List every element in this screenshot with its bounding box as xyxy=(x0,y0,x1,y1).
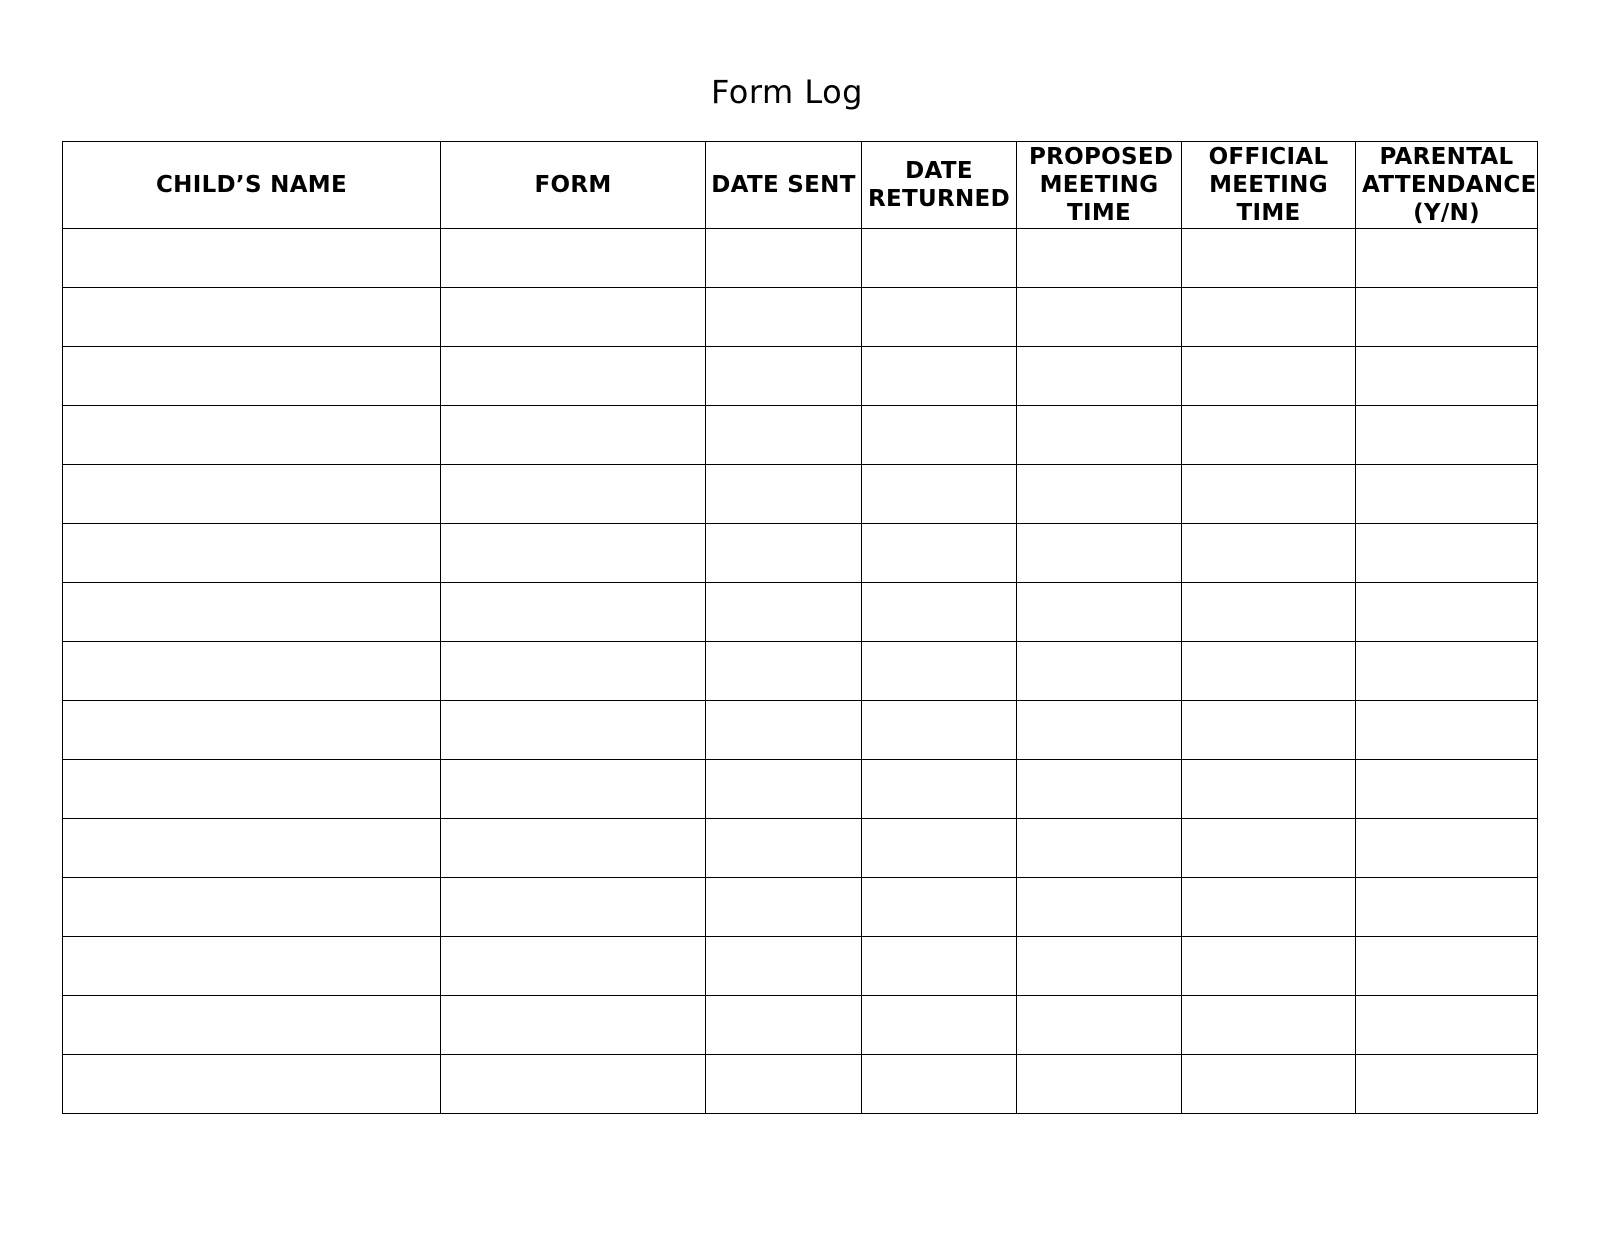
cell-parental-attendance[interactable] xyxy=(1356,347,1538,406)
cell-official-meeting-time[interactable] xyxy=(1182,347,1356,406)
cell-date-sent[interactable] xyxy=(706,937,862,996)
cell-childs-name[interactable] xyxy=(63,1055,441,1114)
header-childs-name: CHILD’S NAME xyxy=(63,142,441,229)
cell-proposed-meeting-time[interactable] xyxy=(1017,229,1182,288)
table-row xyxy=(63,819,1538,878)
cell-date-sent[interactable] xyxy=(706,406,862,465)
table-row xyxy=(63,937,1538,996)
table-row xyxy=(63,524,1538,583)
cell-official-meeting-time[interactable] xyxy=(1182,1055,1356,1114)
table-row xyxy=(63,642,1538,701)
cell-proposed-meeting-time[interactable] xyxy=(1017,288,1182,347)
cell-childs-name[interactable] xyxy=(63,642,441,701)
cell-parental-attendance[interactable] xyxy=(1356,996,1538,1055)
form-log-table xyxy=(62,141,1538,1114)
cell-date-returned[interactable] xyxy=(862,996,1017,1055)
cell-form[interactable] xyxy=(441,819,706,878)
cell-date-returned[interactable] xyxy=(862,406,1017,465)
table-row xyxy=(63,347,1538,406)
table-row xyxy=(63,406,1538,465)
cell-date-sent[interactable] xyxy=(706,465,862,524)
cell-proposed-meeting-time[interactable] xyxy=(1017,406,1182,465)
table-row xyxy=(63,878,1538,937)
cell-official-meeting-time[interactable] xyxy=(1182,937,1356,996)
cell-form[interactable] xyxy=(441,701,706,760)
cell-childs-name[interactable] xyxy=(63,996,441,1055)
cell-date-sent[interactable] xyxy=(706,819,862,878)
cell-official-meeting-time[interactable] xyxy=(1182,760,1356,819)
header-date-returned: DATE RETURNED xyxy=(862,142,1017,229)
table-body xyxy=(63,229,1538,1114)
table-row xyxy=(63,701,1538,760)
cell-form[interactable] xyxy=(441,288,706,347)
cell-form[interactable] xyxy=(441,524,706,583)
cell-form[interactable] xyxy=(441,642,706,701)
cell-childs-name[interactable] xyxy=(63,878,441,937)
cell-childs-name[interactable] xyxy=(63,583,441,642)
cell-date-sent[interactable] xyxy=(706,583,862,642)
cell-childs-name[interactable] xyxy=(63,465,441,524)
table-row xyxy=(63,288,1538,347)
table-row xyxy=(63,583,1538,642)
cell-form[interactable] xyxy=(441,1055,706,1114)
cell-proposed-meeting-time[interactable] xyxy=(1017,465,1182,524)
cell-parental-attendance[interactable] xyxy=(1356,288,1538,347)
cell-parental-attendance[interactable] xyxy=(1356,819,1538,878)
cell-date-returned[interactable] xyxy=(862,524,1017,583)
cell-official-meeting-time[interactable] xyxy=(1182,583,1356,642)
cell-official-meeting-time[interactable] xyxy=(1182,819,1356,878)
cell-parental-attendance[interactable] xyxy=(1356,524,1538,583)
cell-parental-attendance[interactable] xyxy=(1356,878,1538,937)
cell-form[interactable] xyxy=(441,229,706,288)
cell-date-returned[interactable] xyxy=(862,288,1017,347)
header-row xyxy=(63,142,1538,229)
cell-form[interactable] xyxy=(441,760,706,819)
cell-date-returned[interactable] xyxy=(862,819,1017,878)
cell-proposed-meeting-time[interactable] xyxy=(1017,1055,1182,1114)
cell-proposed-meeting-time[interactable] xyxy=(1017,996,1182,1055)
cell-childs-name[interactable] xyxy=(63,524,441,583)
cell-official-meeting-time[interactable] xyxy=(1182,524,1356,583)
cell-date-returned[interactable] xyxy=(862,229,1017,288)
cell-childs-name[interactable] xyxy=(63,229,441,288)
cell-childs-name[interactable] xyxy=(63,760,441,819)
cell-date-sent[interactable] xyxy=(706,347,862,406)
header-parental-attendance: PARENTAL ATTENDANCE (Y/N) xyxy=(1356,142,1538,229)
cell-childs-name[interactable] xyxy=(63,937,441,996)
table-row xyxy=(63,1055,1538,1114)
cell-parental-attendance[interactable] xyxy=(1356,229,1538,288)
cell-date-sent[interactable] xyxy=(706,1055,862,1114)
cell-proposed-meeting-time[interactable] xyxy=(1017,583,1182,642)
cell-date-sent[interactable] xyxy=(706,760,862,819)
header-form: FORM xyxy=(441,142,706,229)
cell-childs-name[interactable] xyxy=(63,288,441,347)
cell-childs-name[interactable] xyxy=(63,347,441,406)
cell-date-sent[interactable] xyxy=(706,229,862,288)
cell-date-sent[interactable] xyxy=(706,288,862,347)
cell-proposed-meeting-time[interactable] xyxy=(1017,937,1182,996)
cell-date-sent[interactable] xyxy=(706,701,862,760)
cell-official-meeting-time[interactable] xyxy=(1182,996,1356,1055)
cell-parental-attendance[interactable] xyxy=(1356,1055,1538,1114)
cell-official-meeting-time[interactable] xyxy=(1182,701,1356,760)
cell-date-returned[interactable] xyxy=(862,760,1017,819)
cell-parental-attendance[interactable] xyxy=(1356,583,1538,642)
cell-proposed-meeting-time[interactable] xyxy=(1017,347,1182,406)
cell-official-meeting-time[interactable] xyxy=(1182,406,1356,465)
table-row xyxy=(63,465,1538,524)
cell-date-returned[interactable] xyxy=(862,583,1017,642)
cell-proposed-meeting-time[interactable] xyxy=(1017,642,1182,701)
cell-parental-attendance[interactable] xyxy=(1356,701,1538,760)
cell-form[interactable] xyxy=(441,937,706,996)
cell-form[interactable] xyxy=(441,406,706,465)
cell-form[interactable] xyxy=(441,878,706,937)
cell-parental-attendance[interactable] xyxy=(1356,465,1538,524)
cell-proposed-meeting-time[interactable] xyxy=(1017,524,1182,583)
cell-proposed-meeting-time[interactable] xyxy=(1017,819,1182,878)
cell-parental-attendance[interactable] xyxy=(1356,406,1538,465)
cell-parental-attendance[interactable] xyxy=(1356,760,1538,819)
cell-date-returned[interactable] xyxy=(862,701,1017,760)
header-official-meeting-time: OFFICIAL MEETING TIME xyxy=(1182,142,1356,229)
cell-date-returned[interactable] xyxy=(862,937,1017,996)
page-title: Form Log xyxy=(711,73,863,111)
cell-parental-attendance[interactable] xyxy=(1356,642,1538,701)
cell-date-sent[interactable] xyxy=(706,524,862,583)
cell-official-meeting-time[interactable] xyxy=(1182,878,1356,937)
cell-childs-name[interactable] xyxy=(63,819,441,878)
table-row xyxy=(63,996,1538,1055)
cell-proposed-meeting-time[interactable] xyxy=(1017,760,1182,819)
table-row xyxy=(63,229,1538,288)
cell-official-meeting-time[interactable] xyxy=(1182,288,1356,347)
cell-parental-attendance[interactable] xyxy=(1356,937,1538,996)
cell-date-sent[interactable] xyxy=(706,642,862,701)
cell-date-sent[interactable] xyxy=(706,878,862,937)
header-date-sent: DATE SENT xyxy=(706,142,862,229)
cell-official-meeting-time[interactable] xyxy=(1182,465,1356,524)
cell-childs-name[interactable] xyxy=(63,406,441,465)
cell-form[interactable] xyxy=(441,347,706,406)
cell-proposed-meeting-time[interactable] xyxy=(1017,878,1182,937)
table-row xyxy=(63,760,1538,819)
cell-proposed-meeting-time[interactable] xyxy=(1017,701,1182,760)
cell-official-meeting-time[interactable] xyxy=(1182,642,1356,701)
cell-date-sent[interactable] xyxy=(706,996,862,1055)
cell-form[interactable] xyxy=(441,465,706,524)
cell-date-returned[interactable] xyxy=(862,642,1017,701)
cell-date-returned[interactable] xyxy=(862,1055,1017,1114)
cell-date-returned[interactable] xyxy=(862,465,1017,524)
cell-form[interactable] xyxy=(441,996,706,1055)
cell-childs-name[interactable] xyxy=(63,701,441,760)
cell-date-returned[interactable] xyxy=(862,878,1017,937)
cell-official-meeting-time[interactable] xyxy=(1182,229,1356,288)
cell-date-returned[interactable] xyxy=(862,347,1017,406)
cell-form[interactable] xyxy=(441,583,706,642)
header-proposed-meeting-time: PROPOSED MEETING TIME xyxy=(1017,142,1182,229)
